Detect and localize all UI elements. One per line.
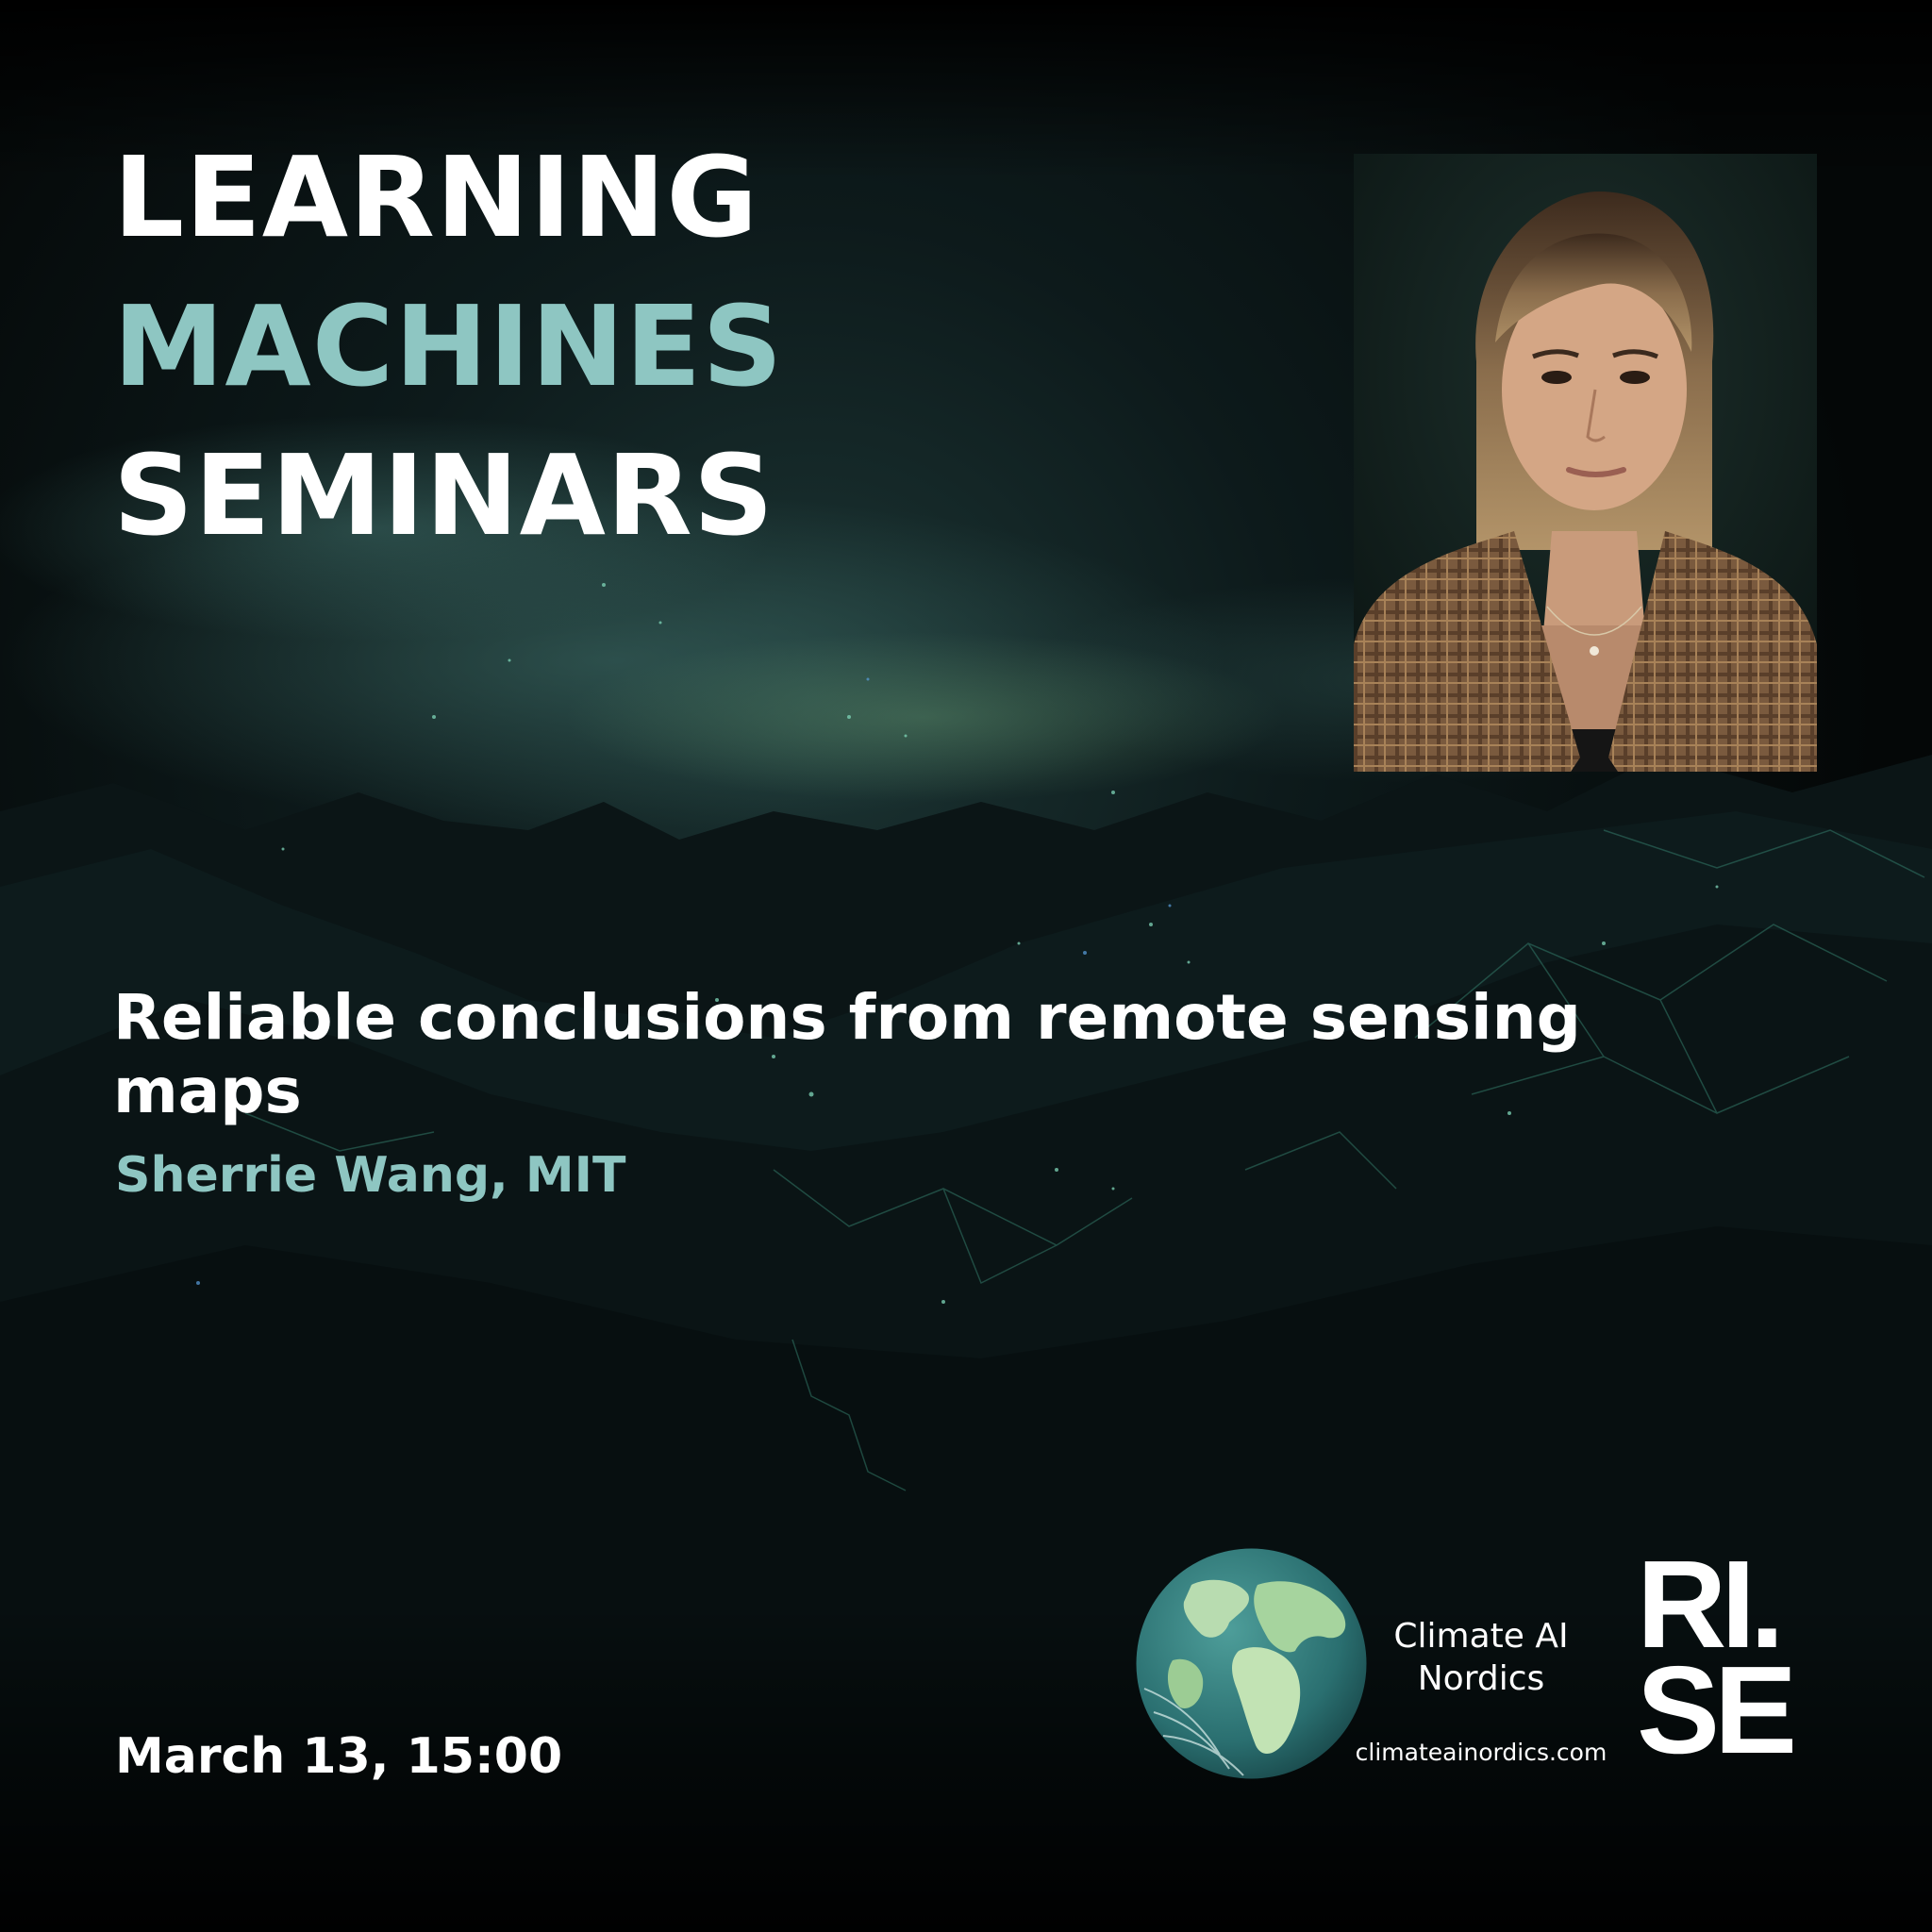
organizer-name-line1: Climate AI [1393,1617,1569,1656]
speaker-portrait [1354,154,1817,772]
organizer-name-line2: Nordics [1417,1659,1545,1698]
rise-logo [1637,1535,1821,1779]
organizer-name [1377,1615,1585,1700]
globe-icon [1135,1547,1368,1780]
talk-title: Reliable conclusions from remote sensing maps [113,981,1581,1127]
speaker-name: Sherrie Wang, MIT [115,1147,626,1204]
organizer-url[interactable]: climateainordics.com [1355,1739,1607,1766]
rise-logo-row-2: SE [1637,1641,1792,1779]
series-title-machines: MACHINES [113,281,784,411]
series-title-seminars: SEMINARS [113,430,774,560]
event-datetime: March 13, 15:00 [115,1728,563,1785]
rise-logo-row-1: RI. [1637,1535,1779,1674]
series-title-learning: LEARNING [113,132,759,262]
